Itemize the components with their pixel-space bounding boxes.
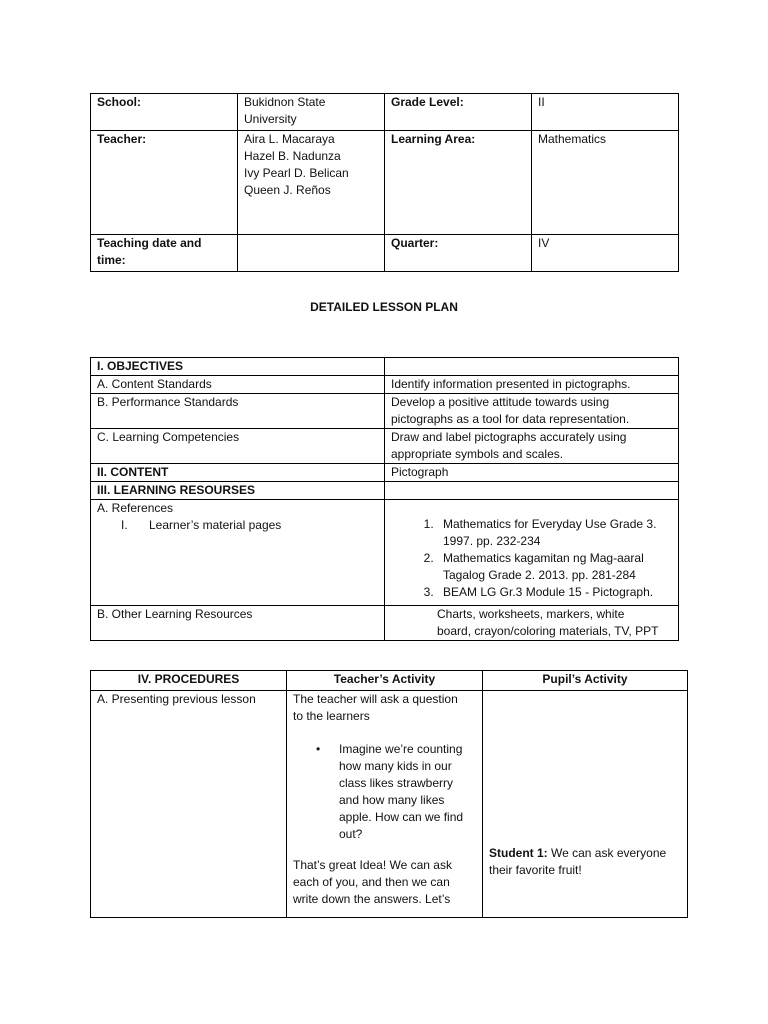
content-heading: II. CONTENT [91, 464, 385, 482]
reference-item: 2. Mathematics kagamitan ng Mag-aaral Tagalog Grade 2. 2013. pp. 281-284 [437, 550, 672, 584]
learner-material-number: I. [121, 518, 128, 532]
school-label: School: [91, 94, 238, 131]
objectives-table [90, 357, 679, 641]
teacher-activity-header: Teacher’s Activity [287, 671, 483, 691]
student-answer: We can ask everyone their favorite fruit! [489, 846, 667, 877]
references-cell [91, 500, 385, 606]
teaching-date-label: Teaching date and time: [91, 235, 238, 272]
learning-area-label: Learning Area: [385, 131, 532, 235]
teacher-activity-cell [287, 691, 483, 918]
learning-competencies-value: Draw and label pictographs accurately using appropriate symbols and scales. [385, 429, 679, 464]
pupil-activity-header: Pupil’s Activity [483, 671, 688, 691]
objectives-heading-empty [385, 358, 679, 376]
presenting-previous-lesson-label: A. Presenting previous lesson [91, 691, 287, 918]
other-resources-value: Charts, worksheets, markers, white board, crayon/coloring materials, TV, PPT [385, 606, 679, 641]
school-value: Bukidnon State University [238, 94, 385, 131]
performance-standards-value: Develop a positive attitude towards using pictographs as a tool for data representation. [385, 394, 679, 429]
reference-item: 1. Mathematics for Everyday Use Grade 3. 1997. pp. 232-234 [437, 516, 672, 550]
teacher-followup: That’s great Idea! We can ask each of you, and then we can write down the answers. Let’s [293, 858, 452, 906]
references-label: A. References [97, 501, 174, 515]
teacher-label: Teacher: [91, 131, 238, 235]
teacher-question-list [293, 741, 476, 843]
learning-competencies-label: C. Learning Competencies [91, 429, 385, 464]
quarter-label: Quarter: [385, 235, 532, 272]
quarter-value: IV [532, 235, 679, 272]
references-list-cell [385, 500, 679, 606]
objectives-heading: I. OBJECTIVES [91, 358, 385, 376]
header-info-table [90, 93, 679, 272]
content-standards-value: Identify information presented in pictographs. [385, 376, 679, 394]
bullet-icon: • [316, 742, 321, 756]
learner-material-row [97, 517, 378, 534]
learning-area-value: Mathematics [532, 131, 679, 235]
learning-resources-heading: III. LEARNING RESOURSES [91, 482, 385, 500]
teacher-names: Aira L. Macaraya Hazel B. Nadunza Ivy Pearl D. Belican Queen J. Reños [238, 131, 385, 235]
grade-level-label: Grade Level: [385, 94, 532, 131]
learning-resources-empty [385, 482, 679, 500]
content-value: Pictograph [385, 464, 679, 482]
teacher-question: Imagine we’re counting how many kids in our class likes strawberry and how many likes apple. How can we find out? [339, 742, 464, 841]
procedures-table [90, 670, 688, 918]
other-resources-label: B. Other Learning Resources [91, 606, 385, 641]
teacher-intro: The teacher will ask a question to the learners [293, 692, 458, 723]
student-label: Student 1: [489, 846, 548, 860]
document-title: DETAILED LESSON PLAN [310, 300, 458, 314]
references-list [391, 516, 672, 601]
performance-standards-label: B. Performance Standards [91, 394, 385, 429]
content-standards-label: A. Content Standards [91, 376, 385, 394]
learner-material-label: Learner’s material pages [149, 518, 282, 532]
pupil-activity-cell [483, 691, 688, 918]
teacher-question-item [316, 741, 476, 843]
grade-level-value: II [532, 94, 679, 131]
teaching-date-value [238, 235, 385, 272]
reference-item: 3. BEAM LG Gr.3 Module 15 - Pictograph. [437, 584, 672, 601]
procedures-header: IV. PROCEDURES [91, 671, 287, 691]
